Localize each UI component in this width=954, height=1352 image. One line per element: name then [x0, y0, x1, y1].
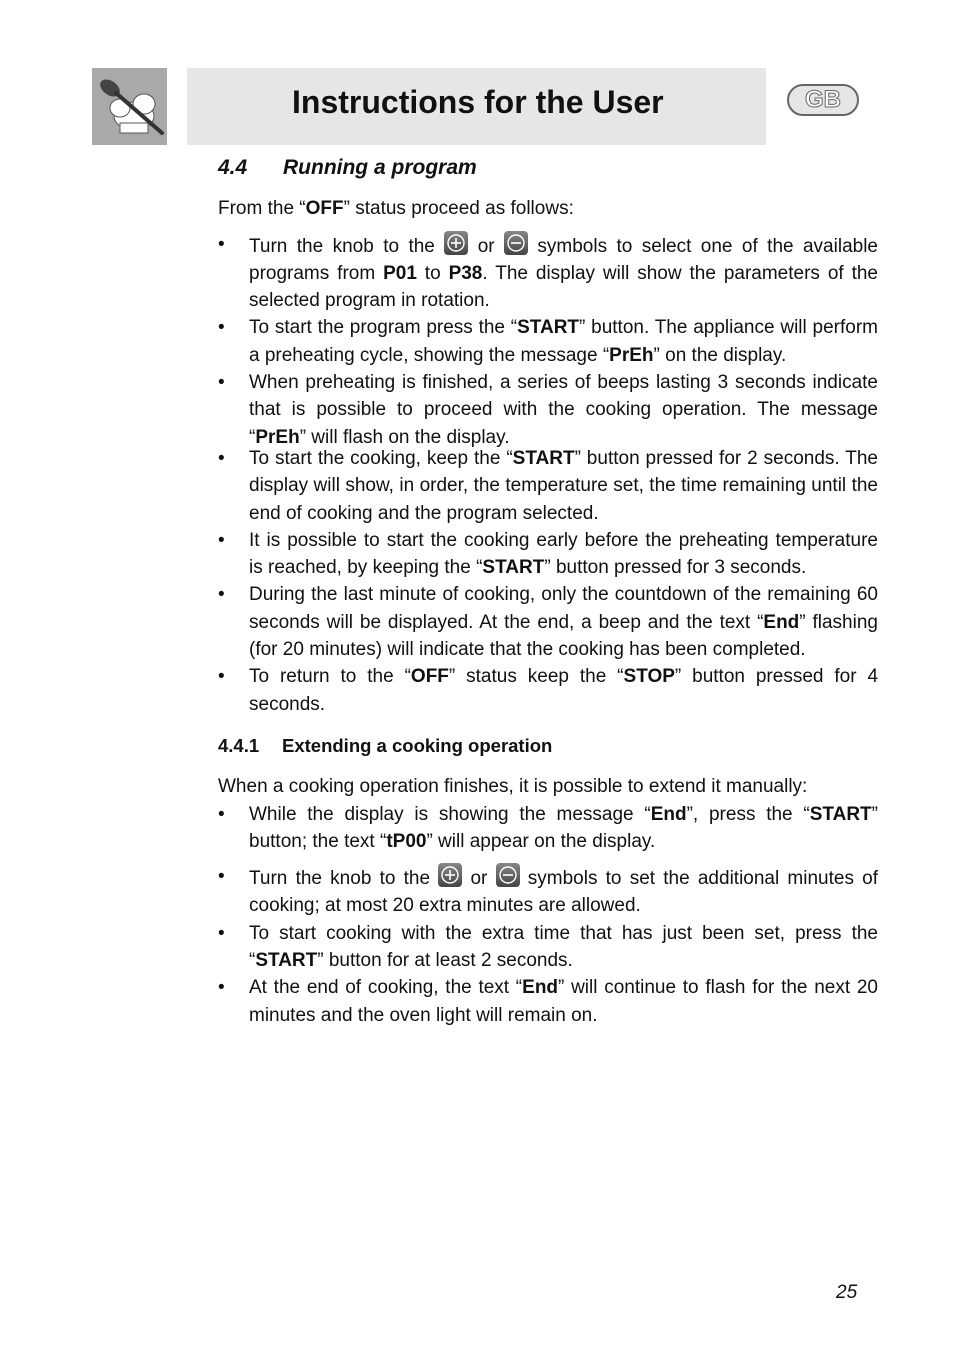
minus-symbol-icon	[496, 863, 520, 887]
subsection-number: 4.4.1	[218, 734, 260, 756]
list-item: • When preheating is finished, a series of beeps lasting 3 seconds indicate that is possible to proceed with the cooking operation. The message “PrEh” will flash on the display.	[218, 369, 878, 451]
header-bar	[187, 68, 766, 145]
section-heading	[218, 154, 878, 181]
list-item: • To return to the “OFF” status keep the “STOP” button pressed for 4 seconds.	[218, 663, 878, 718]
subsection-bullet-list	[218, 801, 878, 1029]
section-title: Running a program	[283, 156, 477, 179]
plus-symbol-icon	[438, 863, 462, 887]
language-badge: GB	[787, 84, 859, 116]
page-number: 25	[836, 1282, 858, 1303]
list-item: • At the end of cooking, the text “End” will continue to flash for the next 20 minutes and the oven light will remain on.	[218, 974, 878, 1029]
list-item: • During the last minute of cooking, only the countdown of the remaining 60 seconds will be displayed. At the end, a beep and the text “End” flashing (for 20 minutes) will indicate that the cooking has been completed.	[218, 581, 878, 663]
chef-logo	[92, 68, 167, 145]
subsection-intro: When a cooking operation finishes, it is possible to extend it manually:	[218, 776, 808, 798]
list-item: • Turn the knob to the or symbols to select one of the available programs from P01 to P38. The display will show the parameters of the selected program in rotation.	[218, 231, 878, 315]
section-number: 4.4	[218, 156, 248, 179]
list-item: • While the display is showing the message “End”, press the “START” button; the text “tP00” will appear on the display.	[218, 801, 878, 856]
section-intro: From the “OFF” status proceed as follows:	[218, 198, 574, 220]
list-item: • Turn the knob to the or symbols to set the additional minutes of cooking; at most 20 extra minutes are allowed.	[218, 863, 878, 920]
plus-symbol-icon	[444, 231, 468, 255]
main-content	[218, 150, 878, 1029]
spoon-chef-hat-icon	[92, 68, 167, 145]
section-bullet-list	[218, 231, 878, 718]
list-item: • To start cooking with the extra time that has just been set, press the “START” button for at least 2 seconds.	[218, 920, 878, 975]
list-item: • To start the program press the “START” button. The appliance will perform a preheating cycle, showing the message “PrEh” on the display.	[218, 314, 878, 369]
page-title: Instructions for the User	[292, 84, 664, 120]
list-item: • It is possible to start the cooking early before the preheating temperature is reached, by keeping the “START” button pressed for 3 seconds.	[218, 527, 878, 582]
minus-symbol-icon	[504, 231, 528, 255]
subsection-heading	[218, 732, 878, 759]
list-item: • To start the cooking, keep the “START” button pressed for 2 seconds. The display will show, in order, the temperature set, the time remaining until the end of cooking and the program selected.	[218, 445, 878, 527]
subsection-title: Extending a cooking operation	[282, 734, 553, 756]
